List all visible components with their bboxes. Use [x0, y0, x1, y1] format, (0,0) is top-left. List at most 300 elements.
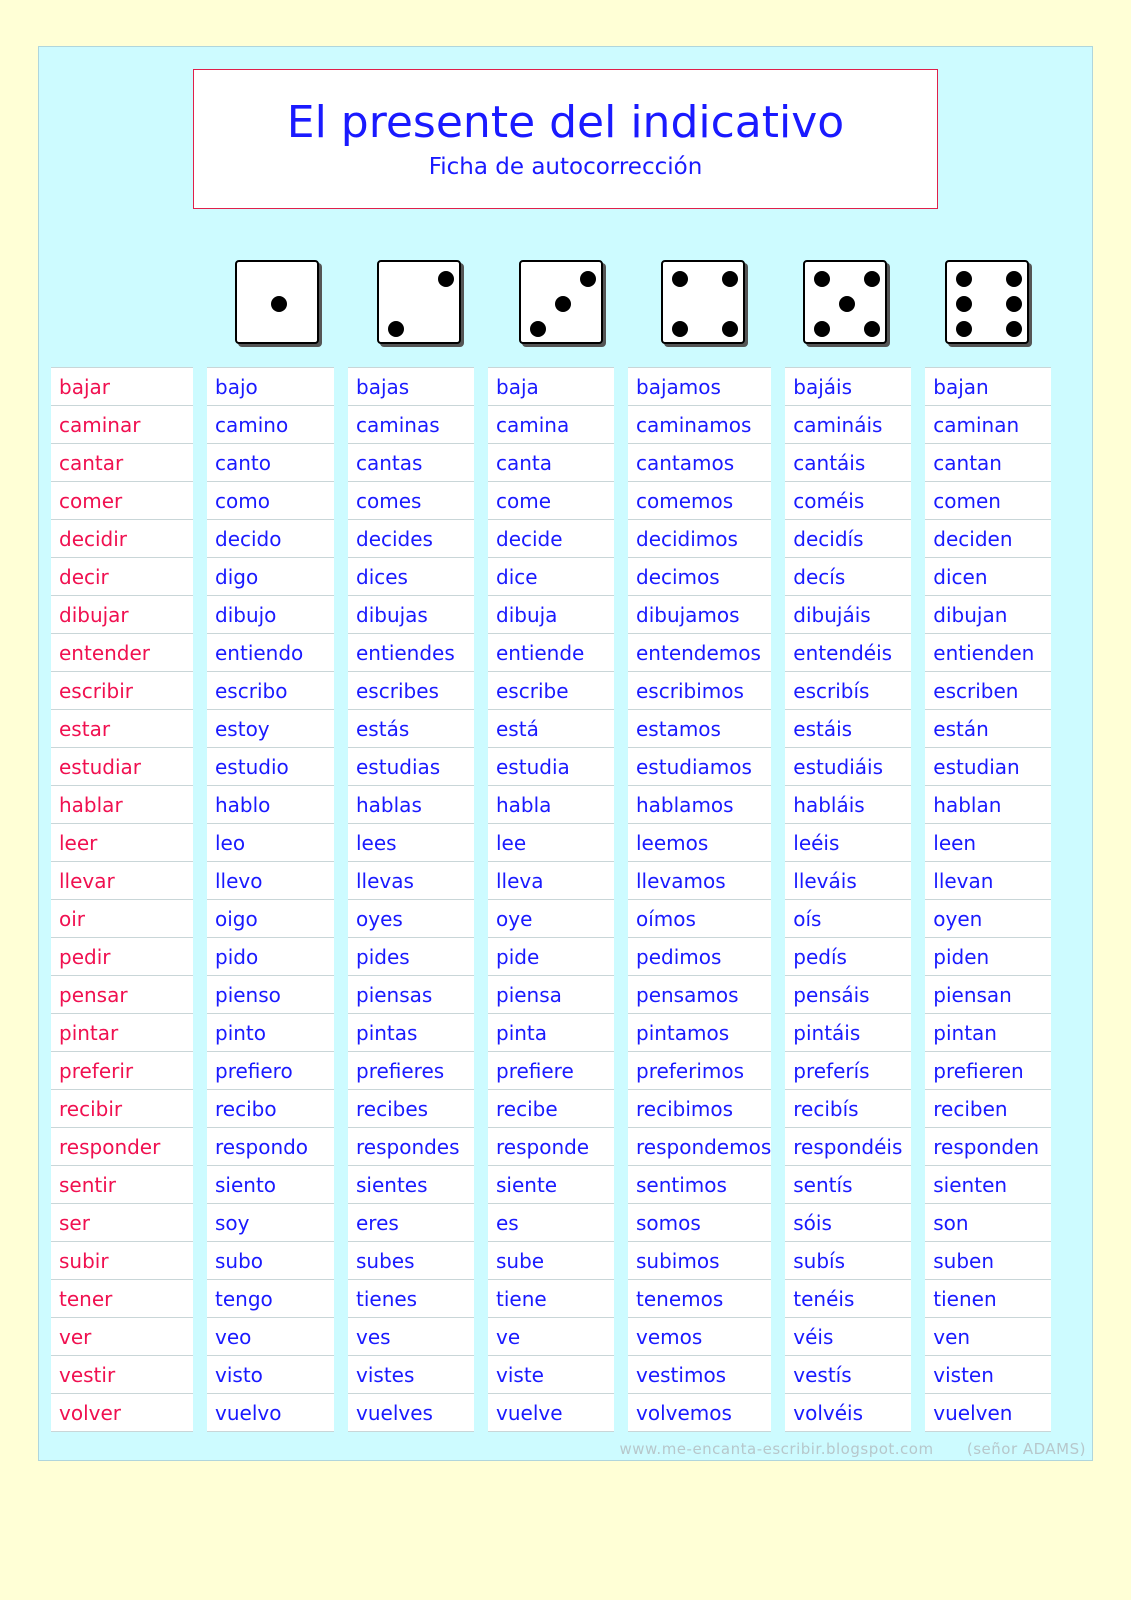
column-gap [334, 1394, 348, 1432]
cell-el: pinta [488, 1014, 614, 1052]
die-pip [814, 321, 830, 337]
cell-yo: pinto [207, 1014, 334, 1052]
cell-ellos: ven [925, 1318, 1051, 1356]
column-gap [193, 367, 207, 406]
cell-nosotros: vestimos [628, 1356, 771, 1394]
table-row [51, 1356, 1051, 1394]
cell-vosotros: pintáis [785, 1014, 911, 1052]
column-gap [771, 900, 785, 938]
cell-infinitive: preferir [51, 1052, 193, 1090]
column-gap [911, 1242, 925, 1280]
column-gap [911, 672, 925, 710]
cell-yo: recibo [207, 1090, 334, 1128]
column-gap [771, 1394, 785, 1432]
column-gap [771, 1356, 785, 1394]
die-pip [530, 321, 546, 337]
die-pip [722, 271, 738, 287]
column-gap [334, 406, 348, 444]
cell-el: ve [488, 1318, 614, 1356]
cell-ellos: pintan [925, 1014, 1051, 1052]
table-row [51, 938, 1051, 976]
column-gap [334, 938, 348, 976]
die-pip [1006, 271, 1022, 287]
column-gap [474, 558, 488, 596]
cell-el: oye [488, 900, 614, 938]
cell-nosotros: respondemos [628, 1128, 771, 1166]
cell-tu: lees [348, 824, 474, 862]
cell-yo: estudio [207, 748, 334, 786]
cell-ellos: son [925, 1204, 1051, 1242]
column-gap [193, 1242, 207, 1280]
column-gap [474, 1356, 488, 1394]
die-pip [864, 321, 880, 337]
column-gap [334, 710, 348, 748]
cell-yo: canto [207, 444, 334, 482]
column-gap [474, 1318, 488, 1356]
cell-el: camina [488, 406, 614, 444]
cell-el: canta [488, 444, 614, 482]
cell-tu: respondes [348, 1128, 474, 1166]
table-row [51, 786, 1051, 824]
column-gap [771, 1242, 785, 1280]
column-gap [193, 976, 207, 1014]
column-gap [474, 672, 488, 710]
column-gap [911, 1356, 925, 1394]
column-gap [193, 634, 207, 672]
table-row [51, 367, 1051, 406]
column-gap [614, 1242, 628, 1280]
column-gap [911, 862, 925, 900]
table-row [51, 1090, 1051, 1128]
cell-nosotros: tenemos [628, 1280, 771, 1318]
column-gap [474, 938, 488, 976]
cell-el: es [488, 1204, 614, 1242]
cell-vosotros: cantáis [785, 444, 911, 482]
cell-el: piensa [488, 976, 614, 1014]
table-row [51, 900, 1051, 938]
column-gap [911, 786, 925, 824]
cell-infinitive: estar [51, 710, 193, 748]
cell-ellos: visten [925, 1356, 1051, 1394]
cell-ellos: cantan [925, 444, 1051, 482]
column-gap [334, 748, 348, 786]
cell-el: dice [488, 558, 614, 596]
column-gap [334, 634, 348, 672]
cell-vosotros: recibís [785, 1090, 911, 1128]
cell-vosotros: escribís [785, 672, 911, 710]
column-gap [474, 1090, 488, 1128]
column-gap [911, 1318, 925, 1356]
footer [620, 1440, 1087, 1458]
cell-yo: soy [207, 1204, 334, 1242]
column-gap [911, 1280, 925, 1318]
cell-el: sube [488, 1242, 614, 1280]
column-gap [614, 1356, 628, 1394]
cell-vosotros: preferís [785, 1052, 911, 1090]
cell-vosotros: tenéis [785, 1280, 911, 1318]
column-gap [334, 444, 348, 482]
cell-tu: oyes [348, 900, 474, 938]
title-box [193, 69, 938, 209]
column-gap [771, 1318, 785, 1356]
column-gap [334, 786, 348, 824]
cell-infinitive: tener [51, 1280, 193, 1318]
column-gap [193, 1166, 207, 1204]
cell-nosotros: llevamos [628, 862, 771, 900]
die-six-icon [945, 260, 1029, 344]
column-gap [771, 520, 785, 558]
cell-nosotros: pintamos [628, 1014, 771, 1052]
cell-vosotros: sóis [785, 1204, 911, 1242]
cell-infinitive: estudiar [51, 748, 193, 786]
column-gap [614, 1318, 628, 1356]
column-gap [334, 596, 348, 634]
column-gap [911, 1204, 925, 1242]
cell-infinitive: pedir [51, 938, 193, 976]
column-gap [771, 938, 785, 976]
column-gap [614, 1280, 628, 1318]
cell-nosotros: entendemos [628, 634, 771, 672]
table-row [51, 748, 1051, 786]
cell-nosotros: comemos [628, 482, 771, 520]
cell-vosotros: leéis [785, 824, 911, 862]
die-pip [580, 271, 596, 287]
die-pip [956, 321, 972, 337]
dice-row [39, 260, 1092, 350]
column-gap [474, 634, 488, 672]
cell-el: come [488, 482, 614, 520]
cell-yo: entiendo [207, 634, 334, 672]
column-gap [771, 1128, 785, 1166]
column-gap [771, 596, 785, 634]
column-gap [193, 1356, 207, 1394]
cell-vosotros: decís [785, 558, 911, 596]
cell-tu: estás [348, 710, 474, 748]
cell-tu: tienes [348, 1280, 474, 1318]
column-gap [474, 444, 488, 482]
cell-nosotros: subimos [628, 1242, 771, 1280]
cell-tu: llevas [348, 862, 474, 900]
cell-yo: decido [207, 520, 334, 558]
column-gap [911, 710, 925, 748]
die-pip [672, 321, 688, 337]
die-five-icon [803, 260, 887, 344]
cell-infinitive: dibujar [51, 596, 193, 634]
cell-nosotros: estudiamos [628, 748, 771, 786]
cell-vosotros: vestís [785, 1356, 911, 1394]
column-gap [911, 1166, 925, 1204]
cell-infinitive: llevar [51, 862, 193, 900]
column-gap [771, 824, 785, 862]
column-gap [334, 672, 348, 710]
cell-ellos: hablan [925, 786, 1051, 824]
die-pip [1006, 321, 1022, 337]
column-gap [771, 786, 785, 824]
column-gap [771, 1014, 785, 1052]
conjugation-table-area [39, 367, 1092, 1425]
cell-infinitive: decidir [51, 520, 193, 558]
table-row [51, 1280, 1051, 1318]
table-row [51, 406, 1051, 444]
column-gap [334, 976, 348, 1014]
column-gap [193, 824, 207, 862]
cell-nosotros: preferimos [628, 1052, 771, 1090]
column-gap [193, 672, 207, 710]
cell-tu: cantas [348, 444, 474, 482]
column-gap [474, 976, 488, 1014]
cell-tu: bajas [348, 367, 474, 406]
column-gap [614, 482, 628, 520]
cell-nosotros: escribimos [628, 672, 771, 710]
cell-el: prefiere [488, 1052, 614, 1090]
die-pip [438, 271, 454, 287]
cell-nosotros: hablamos [628, 786, 771, 824]
column-gap [334, 1090, 348, 1128]
column-gap [474, 862, 488, 900]
die-one-icon [235, 260, 319, 344]
column-gap [474, 1166, 488, 1204]
cell-tu: pides [348, 938, 474, 976]
cell-vosotros: volvéis [785, 1394, 911, 1432]
cell-nosotros: sentimos [628, 1166, 771, 1204]
cell-vosotros: respondéis [785, 1128, 911, 1166]
column-gap [771, 1204, 785, 1242]
table-row [51, 1166, 1051, 1204]
column-gap [911, 824, 925, 862]
cell-infinitive: comer [51, 482, 193, 520]
cell-el: viste [488, 1356, 614, 1394]
cell-infinitive: subir [51, 1242, 193, 1280]
cell-el: baja [488, 367, 614, 406]
column-gap [911, 748, 925, 786]
column-gap [911, 1128, 925, 1166]
column-gap [193, 1128, 207, 1166]
cell-tu: recibes [348, 1090, 474, 1128]
cell-infinitive: leer [51, 824, 193, 862]
cell-tu: escribes [348, 672, 474, 710]
column-gap [771, 748, 785, 786]
cell-ellos: leen [925, 824, 1051, 862]
column-gap [771, 1280, 785, 1318]
page-title: El presente del indicativo [286, 97, 845, 148]
cell-vosotros: estáis [785, 710, 911, 748]
table-row [51, 1318, 1051, 1356]
column-gap [334, 520, 348, 558]
table-row [51, 1204, 1051, 1242]
column-gap [474, 596, 488, 634]
cell-tu: hablas [348, 786, 474, 824]
column-gap [614, 976, 628, 1014]
die-pip [956, 296, 972, 312]
cell-yo: camino [207, 406, 334, 444]
cell-nosotros: leemos [628, 824, 771, 862]
cell-yo: como [207, 482, 334, 520]
cell-ellos: piensan [925, 976, 1051, 1014]
column-gap [193, 482, 207, 520]
column-gap [614, 824, 628, 862]
cell-infinitive: ver [51, 1318, 193, 1356]
table-row [51, 520, 1051, 558]
cell-nosotros: dibujamos [628, 596, 771, 634]
die-pip [672, 271, 688, 287]
cell-infinitive: pintar [51, 1014, 193, 1052]
cell-tu: pintas [348, 1014, 474, 1052]
column-gap [614, 596, 628, 634]
cell-ellos: bajan [925, 367, 1051, 406]
table-row [51, 1052, 1051, 1090]
cell-el: lee [488, 824, 614, 862]
cell-ellos: dicen [925, 558, 1051, 596]
cell-ellos: sienten [925, 1166, 1051, 1204]
cell-yo: leo [207, 824, 334, 862]
cell-yo: estoy [207, 710, 334, 748]
cell-el: entiende [488, 634, 614, 672]
column-gap [911, 1052, 925, 1090]
cell-tu: vistes [348, 1356, 474, 1394]
column-gap [771, 482, 785, 520]
column-gap [614, 1128, 628, 1166]
column-gap [334, 1166, 348, 1204]
cell-ellos: piden [925, 938, 1051, 976]
column-gap [193, 1014, 207, 1052]
cell-ellos: vuelven [925, 1394, 1051, 1432]
cell-nosotros: cantamos [628, 444, 771, 482]
cell-yo: respondo [207, 1128, 334, 1166]
column-gap [614, 1014, 628, 1052]
cell-infinitive: oir [51, 900, 193, 938]
column-gap [193, 862, 207, 900]
cell-vosotros: camináis [785, 406, 911, 444]
table-row [51, 976, 1051, 1014]
cell-tu: eres [348, 1204, 474, 1242]
cell-nosotros: vemos [628, 1318, 771, 1356]
column-gap [771, 634, 785, 672]
column-gap [614, 748, 628, 786]
cell-nosotros: oímos [628, 900, 771, 938]
column-gap [474, 1052, 488, 1090]
column-gap [474, 900, 488, 938]
cell-tu: estudias [348, 748, 474, 786]
cell-yo: dibujo [207, 596, 334, 634]
column-gap [911, 938, 925, 976]
cell-vosotros: decidís [785, 520, 911, 558]
column-gap [614, 558, 628, 596]
cell-vosotros: pedís [785, 938, 911, 976]
cell-ellos: oyen [925, 900, 1051, 938]
cell-infinitive: ser [51, 1204, 193, 1242]
die-pip [956, 271, 972, 287]
column-gap [771, 1166, 785, 1204]
cell-nosotros: somos [628, 1204, 771, 1242]
cell-vosotros: bajáis [785, 367, 911, 406]
cell-infinitive: responder [51, 1128, 193, 1166]
column-gap [334, 1280, 348, 1318]
column-gap [334, 824, 348, 862]
cell-yo: tengo [207, 1280, 334, 1318]
column-gap [614, 1204, 628, 1242]
column-gap [911, 558, 925, 596]
cell-infinitive: bajar [51, 367, 193, 406]
table-row [51, 482, 1051, 520]
footer-author: (señor ADAMS) [966, 1440, 1086, 1458]
column-gap [614, 672, 628, 710]
cell-nosotros: pedimos [628, 938, 771, 976]
cell-ellos: llevan [925, 862, 1051, 900]
column-gap [193, 1318, 207, 1356]
column-gap [193, 1204, 207, 1242]
column-gap [334, 1318, 348, 1356]
cell-yo: visto [207, 1356, 334, 1394]
cell-ellos: dibujan [925, 596, 1051, 634]
column-gap [474, 1014, 488, 1052]
cell-yo: subo [207, 1242, 334, 1280]
column-gap [614, 900, 628, 938]
column-gap [193, 900, 207, 938]
column-gap [334, 1052, 348, 1090]
cell-yo: escribo [207, 672, 334, 710]
column-gap [193, 558, 207, 596]
cell-el: decide [488, 520, 614, 558]
cell-vosotros: entendéis [785, 634, 911, 672]
column-gap [911, 596, 925, 634]
cell-vosotros: véis [785, 1318, 911, 1356]
cell-infinitive: volver [51, 1394, 193, 1432]
cell-el: dibuja [488, 596, 614, 634]
column-gap [911, 1090, 925, 1128]
column-gap [193, 520, 207, 558]
column-gap [334, 1014, 348, 1052]
cell-ellos: entienden [925, 634, 1051, 672]
cell-infinitive: cantar [51, 444, 193, 482]
column-gap [771, 672, 785, 710]
cell-tu: prefieres [348, 1052, 474, 1090]
cell-tu: piensas [348, 976, 474, 1014]
column-gap [193, 748, 207, 786]
cell-tu: dibujas [348, 596, 474, 634]
cell-tu: entiendes [348, 634, 474, 672]
cell-yo: llevo [207, 862, 334, 900]
column-gap [614, 1394, 628, 1432]
column-gap [614, 634, 628, 672]
column-gap [771, 1090, 785, 1128]
column-gap [334, 482, 348, 520]
cell-tu: ves [348, 1318, 474, 1356]
column-gap [474, 1280, 488, 1318]
column-gap [911, 1014, 925, 1052]
cell-nosotros: decidimos [628, 520, 771, 558]
cell-vosotros: oís [785, 900, 911, 938]
cell-vosotros: coméis [785, 482, 911, 520]
column-gap [193, 406, 207, 444]
cell-infinitive: escribir [51, 672, 193, 710]
page-subtitle: Ficha de autocorrección [428, 154, 703, 180]
die-four-icon [661, 260, 745, 344]
column-gap [614, 862, 628, 900]
column-gap [614, 406, 628, 444]
cell-nosotros: estamos [628, 710, 771, 748]
column-gap [193, 786, 207, 824]
column-gap [614, 367, 628, 406]
cell-tu: comes [348, 482, 474, 520]
column-gap [771, 406, 785, 444]
cell-yo: bajo [207, 367, 334, 406]
footer-url: www.me-encanta-escribir.blogspot.com [619, 1440, 934, 1458]
column-gap [771, 367, 785, 406]
column-gap [193, 1052, 207, 1090]
column-gap [614, 710, 628, 748]
table-row [51, 672, 1051, 710]
cell-nosotros: recibimos [628, 1090, 771, 1128]
